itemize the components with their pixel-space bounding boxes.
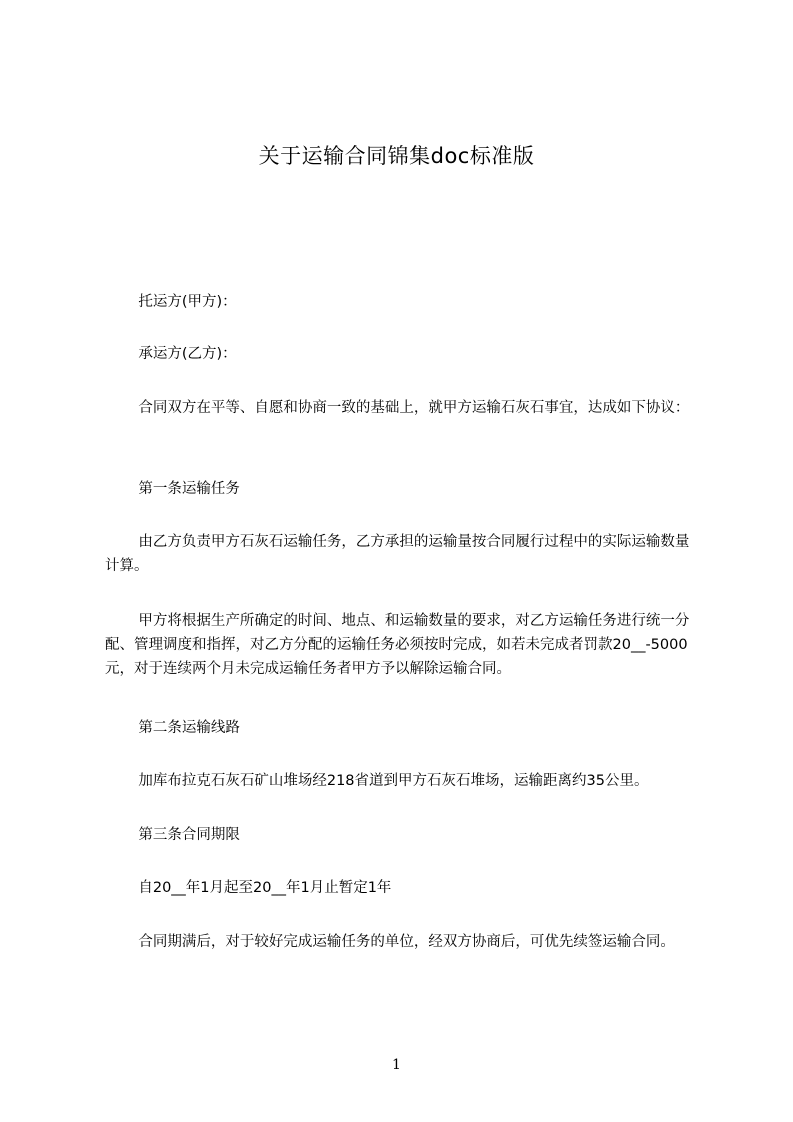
shipper-party-line: 托运方(甲方)： xyxy=(138,294,237,310)
document-title: 关于运输合同锦集doc标准版 xyxy=(258,144,535,168)
article-2-paragraph: 加库布拉克石灰石矿山堆场经218省道到甲方石灰石堆场，运输距离约35公里。 xyxy=(138,773,649,789)
article-2-heading: 第二条运输线路 xyxy=(138,720,240,736)
article-1-paragraph-1: 由乙方负责甲方石灰石运输任务，乙方承担的运输量按合同履行过程中的实际运输数量计算。 xyxy=(105,534,690,574)
article-1-paragraph-2: 甲方将根据生产所确定的时间、地点、和运输数量的要求，对乙方运输任务进行统一分配、管理调度和指挥，对乙方分配的运输任务必须按时完成，如若未完成者罚款20__-5000元，对于连续两个月未完成运输任务者甲方予以解除运输合同。 xyxy=(105,613,690,677)
carrier-party-line: 承运方(乙方)： xyxy=(138,346,237,362)
page-number: 1 xyxy=(392,1057,401,1073)
article-3-paragraph-1: 自20__年1月起至20__年1月止暂定1年 xyxy=(138,880,392,896)
article-3-heading: 第三条合同期限 xyxy=(138,827,240,843)
preamble-paragraph: 合同双方在平等、自愿和协商一致的基础上，就甲方运输石灰石事宜，达成如下协议： xyxy=(138,400,690,416)
article-1-heading: 第一条运输任务 xyxy=(138,481,240,497)
article-3-paragraph-2: 合同期满后，对于较好完成运输任务的单位，经双方协商后，可优先续签运输合同。 xyxy=(138,934,675,950)
